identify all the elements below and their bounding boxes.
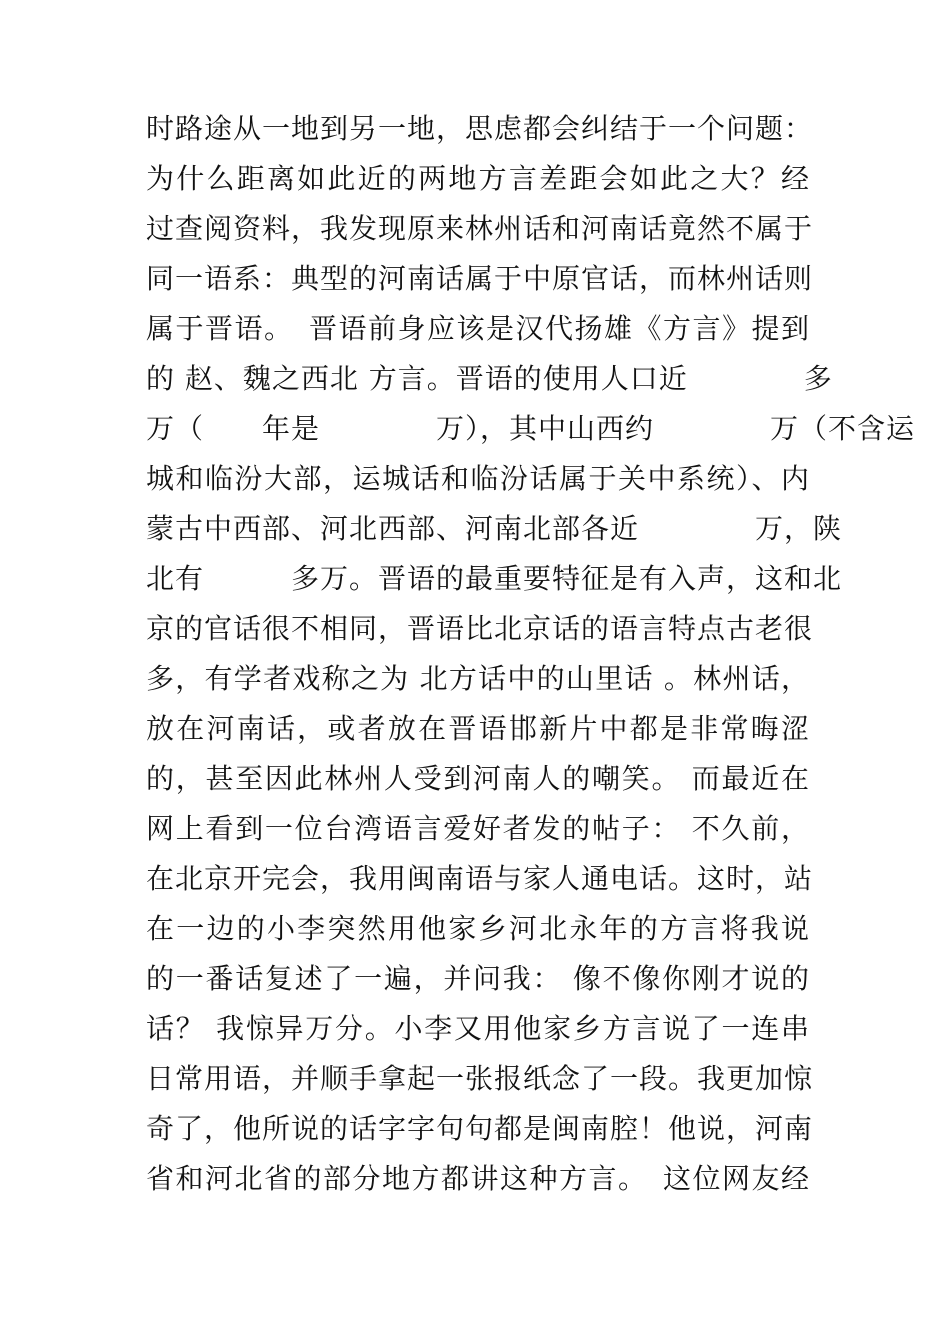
text-line: 省和河北省的部分地方都讲这种方言。 这位网友经 <box>146 1162 810 1195</box>
text-line: 的一番话复述了一遍，并问我： 像不像你刚才说的 <box>146 962 810 995</box>
text-line: 多，有学者戏称之为 北方话中的山里话 。林州话， <box>146 662 810 695</box>
text-line: 过查阅资料，我发现原来林州话和河南话竟然不属于 <box>146 212 814 245</box>
text-line: 万（ 年是 万），其中山西约 万（不含运 <box>146 412 916 445</box>
text-line: 同一语系：典型的河南话属于中原官话，而林州话则 <box>146 262 814 295</box>
text-line: 日常用语，并顺手拿起一张报纸念了一段。我更加惊 <box>146 1062 814 1095</box>
text-line: 北有 多万。晋语的最重要特征是有入声，这和北 <box>146 562 843 595</box>
text-line: 话？ 我惊异万分。小李又用他家乡方言说了一连串 <box>146 1012 810 1045</box>
text-line: 在一边的小李突然用他家乡河北永年的方言将我说 <box>146 912 810 945</box>
text-line: 蒙古中西部、河北西部、河南北部各近 万，陕 <box>146 512 843 545</box>
text-line: 时路途从一地到另一地，思虑都会纠结于一个问题： <box>146 112 814 145</box>
text-line: 属于晋语。 晋语前身应该是汉代扬雄《方言》提到 <box>146 312 810 345</box>
text-line: 在北京开完会，我用闽南语与家人通电话。这时，站 <box>146 862 814 895</box>
text-line: 网上看到一位台湾语言爱好者发的帖子： 不久前， <box>146 812 810 845</box>
body-text <box>146 104 916 1204</box>
text-line: 的，甚至因此林州人受到河南人的嘲笑。 而最近在 <box>146 762 810 795</box>
text-line: 城和临汾大部，运城话和临汾话属于关中系统）、内 <box>146 462 810 495</box>
text-line: 的 赵、魏之西北 方言。晋语的使用人口近 多 <box>146 362 833 395</box>
text-line: 奇了，他所说的话字字句句都是闽南腔！他说，河南 <box>146 1112 814 1145</box>
text-line: 为什么距离如此近的两地方言差距会如此之大？经 <box>146 162 810 195</box>
text-line: 放在河南话，或者放在晋语邯新片中都是非常晦涩 <box>146 712 810 745</box>
text-line: 京的官话很不相同，晋语比北京话的语言特点古老很 <box>146 612 814 645</box>
